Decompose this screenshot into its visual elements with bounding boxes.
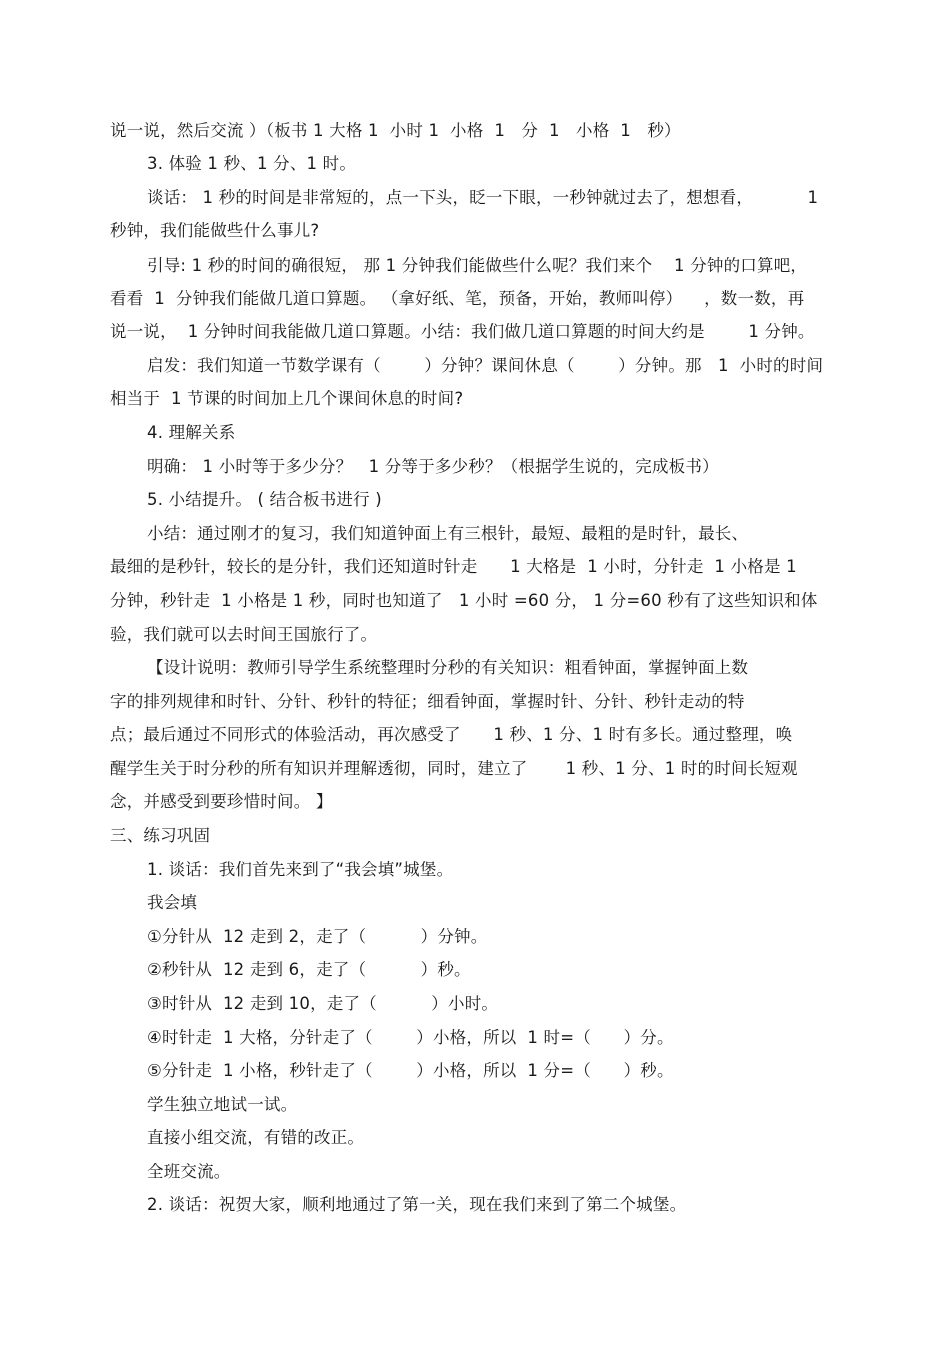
exercise-item: ③时针从 12 走到 10，走了（ ）小时。 [147,994,499,1013]
design-note-line: 醒学生关于时分秒的所有知识并理解透彻，同时，建立了 1 秒、1 分、1 时的时间长短观 [110,759,798,778]
design-note-line: 点；最后通过不同形式的体验活动，再次感受了 1 秒、1 分、1 时有多长。通过整理，唤 [110,725,793,744]
design-note-line: 【设计说明：教师引导学生系统整理时分秒的有关知识：粗看钟面，掌握钟面上数 [147,658,749,677]
paragraph-line: 小结：通过刚才的复习，我们知道钟面上有三根针，最短、最粗的是时针，最长、 [147,524,749,543]
paragraph-line: 相当于 1 节课的时间加上几个课间休息的时间? [110,389,464,408]
paragraph-line: 2. 谈话：祝贺大家，顺利地通过了第一关，现在我们来到了第二个城堡。 [147,1195,687,1214]
design-note-line: 字的排列规律和时针、分针、秒针的特征；细看钟面，掌握时针、分针、秒针走动的特 [110,692,745,711]
paragraph-line: 学生独立地试一试。 [147,1095,298,1114]
exercise-item: ④时针走 1 大格，分针走了（ ）小格，所以 1 时=（ ）分。 [147,1028,674,1047]
paragraph-line: 启发：我们知道一节数学课有（ ）分钟？课间休息（ ）分钟。那 1 小时的时间 [147,356,824,375]
design-note-line: 念，并感受到要珍惜时间。 】 [110,792,333,811]
exercise-item: ①分针从 12 走到 2，走了（ ）分钟。 [147,927,488,946]
paragraph-line: 全班交流。 [147,1162,231,1181]
paragraph-line: 最细的是秒针，较长的是分针，我们还知道时针走 1 大格是 1 小时，分针走 1 小格是 1 [110,557,797,576]
paragraph-line: 3. 体验 1 秒、1 分、1 时。 [147,154,357,173]
paragraph-line: 看看 1 分钟我们能做几道口算题。 （拿好纸、笔，预备，开始，教师叫停） ，数一数，再 [110,289,805,308]
section-heading: 4. 理解关系 [147,423,236,442]
paragraph-line: 说一说， 1 分钟时间我能做几道口算题。小结：我们做几道口算题的时间大约是 1 分钟。 [110,322,815,341]
exercise-title: 我会填 [147,893,198,912]
paragraph-line: 秒钟，我们能做些什么事儿? [110,221,320,240]
exercise-item: ⑤分针走 1 小格，秒针走了（ ）小格，所以 1 分=（ ）秒。 [147,1061,674,1080]
paragraph-line: 明确： 1 小时等于多少分？ 1 分等于多少秒？（根据学生说的，完成板书） [147,457,719,476]
paragraph-line: 1. 谈话：我们首先来到了“我会填”城堡。 [147,860,454,879]
paragraph-line: 直接小组交流，有错的改正。 [147,1128,365,1147]
paragraph-line: 引导: 1 秒的时间的确很短， 那 1 分钟我们能做些什么呢？我们来个 1 分钟的口算吧， [147,256,808,275]
section-heading: 5. 小结提升。 ( 结合板书进行 ) [147,490,382,509]
section-heading: 三、练习巩固 [110,826,211,845]
paragraph-line: 谈话： 1 秒的时间是非常短的，点一下头，眨一下眼，一秒钟就过去了，想想看， 1 [147,188,819,207]
paragraph-line: 说一说，然后交流 ）（板书 1 大格 1 小时 1 小格 1 分 1 小格 1 秒） [110,121,681,140]
paragraph-line: 分钟，秒针走 1 小格是 1 秒，同时也知道了 1 小时 =60 分， 1 分=60 秒有了这些知识和体 [110,591,818,610]
exercise-item: ②秒针从 12 走到 6，走了（ ）秒。 [147,960,471,979]
paragraph-line: 验，我们就可以去时间王国旅行了。 [110,625,378,644]
